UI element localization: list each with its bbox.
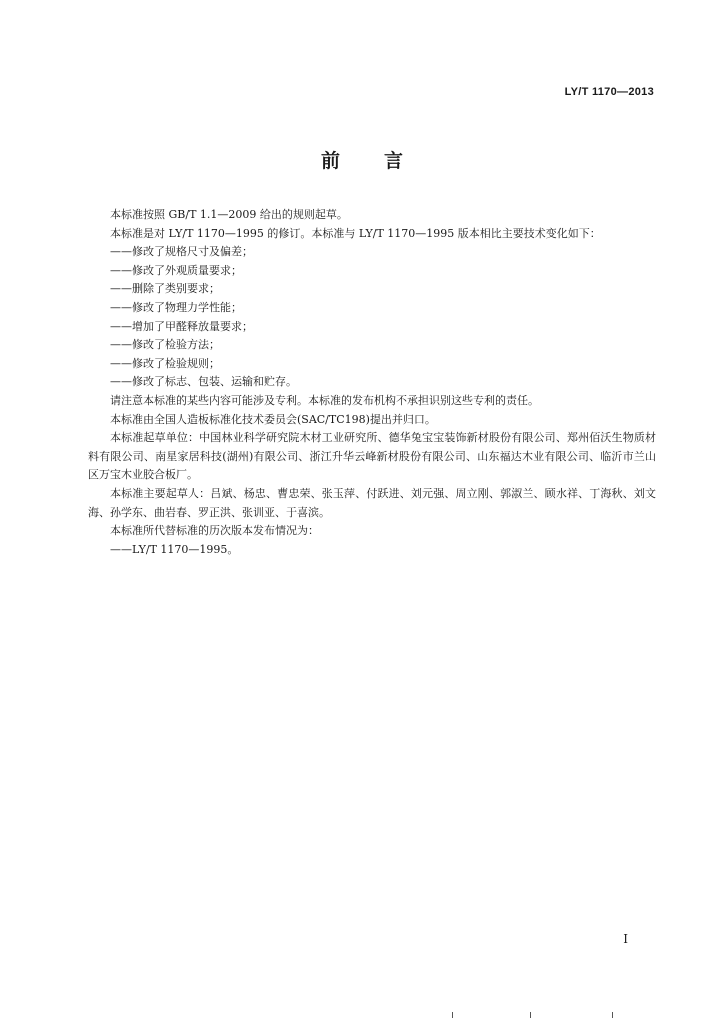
history-intro: 本标准所代替标准的历次版本发布情况为：	[110, 524, 319, 538]
document-code: LY/T 1170—2013	[564, 86, 654, 98]
change-item: ——删除了类别要求；	[110, 282, 220, 296]
change-item: ——修改了外观质量要求；	[110, 263, 242, 277]
change-item: ——修改了规格尺寸及偏差；	[110, 245, 253, 259]
edge-tick	[612, 1012, 613, 1018]
document-body	[88, 206, 656, 559]
change-item: ——修改了物理力学性能；	[110, 300, 242, 314]
scan-edge-marks	[0, 1012, 724, 1018]
drafters: 本标准主要起草人：吕斌、杨忠、曹忠荣、张玉萍、付跃进、刘元强、周立刚、郭淑兰、顾水祥、丁海秋、刘文海、孙学东、曲岩春、罗正洪、张训亚、于喜滨。	[88, 486, 656, 519]
edge-tick	[452, 1012, 453, 1018]
page-number: I	[623, 932, 628, 946]
patent-note: 请注意本标准的某些内容可能涉及专利。本标准的发布机构不承担识别这些专利的责任。	[110, 393, 539, 407]
drafting-units: 本标准起草单位：中国林业科学研究院木材工业研究所、德华兔宝宝装饰新材股份有限公司、郑州佰沃生物质材料有限公司、南星家居科技(湖州)有限公司、浙江升华云峰新材股份有限公司、山东福达木业有限公司、临沂市兰山区万宝木业胶合板厂。	[88, 431, 656, 482]
edge-tick	[530, 1012, 531, 1018]
proposer-note: 本标准由全国人造板标准化技术委员会(SAC/TC198)提出并归口。	[110, 412, 436, 426]
change-item: ——增加了甲醛释放量要求；	[110, 319, 253, 333]
change-item: ——修改了检验方法；	[110, 338, 220, 352]
page-title: 前言	[320, 150, 447, 172]
paragraph: 本标准按照 GB/T 1.1—2009 给出的规则起草。	[110, 208, 348, 221]
change-item: ——修改了检验规则；	[110, 356, 220, 370]
history-item: ——LY/T 1170—1995。	[110, 542, 239, 556]
change-item: ——修改了标志、包装、运输和贮存。	[110, 375, 297, 389]
paragraph: 本标准是对 LY/T 1170—1995 的修订。本标准与 LY/T 1170—1995 版本相比主要技术变化如下：	[110, 226, 601, 240]
